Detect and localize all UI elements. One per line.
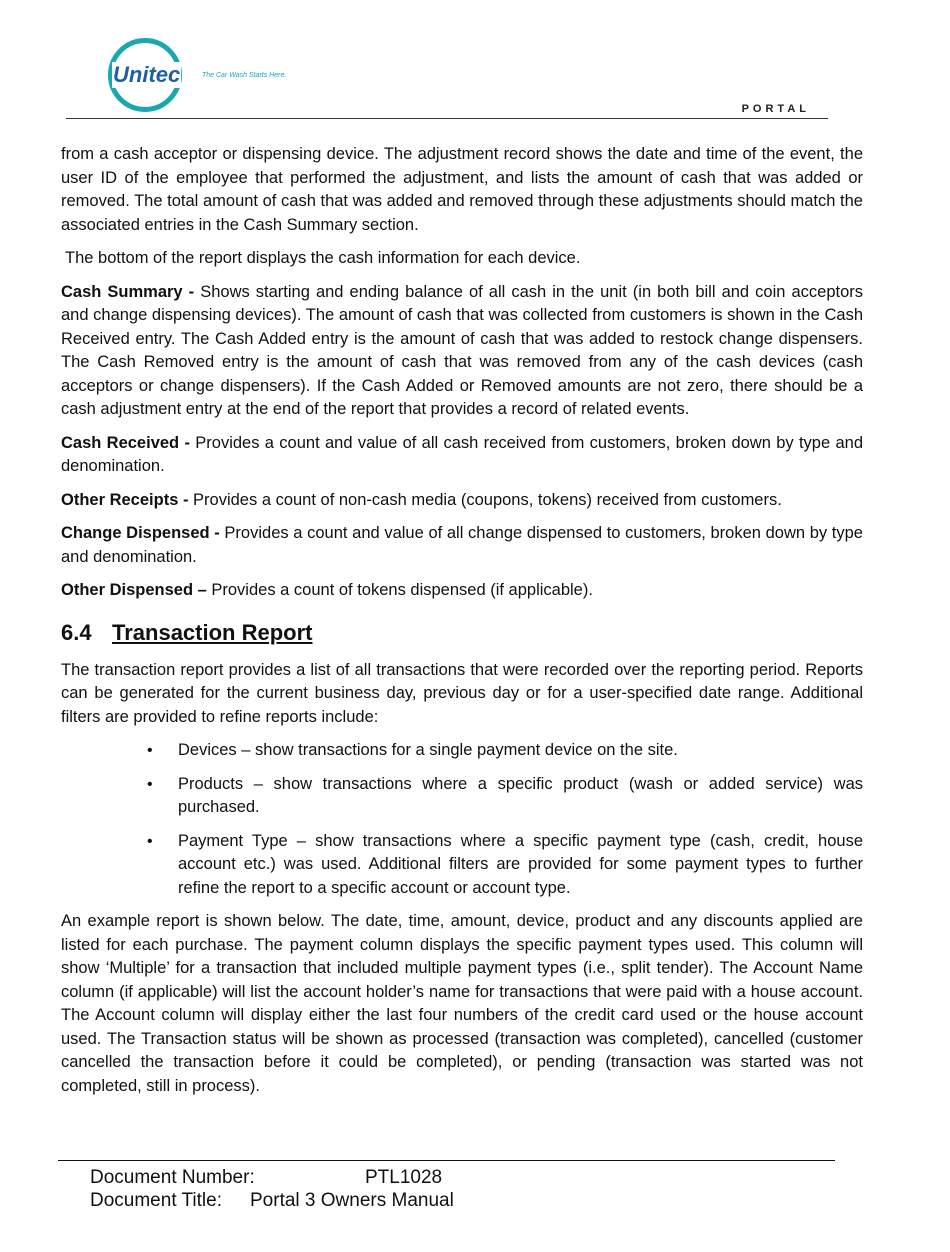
definition-text: Provides a count and value of all change dispensed to customers, broken down by type and denomination. [61, 524, 863, 566]
definition-text: Provides a count of non-cash media (coupons, tokens) received from customers. [188, 490, 782, 509]
list-item [61, 830, 863, 901]
term-cash-received: Cash Received - [61, 433, 190, 452]
footer-doc-title-row [90, 1189, 454, 1212]
page-header [0, 0, 950, 125]
footer-divider [58, 1160, 835, 1161]
filter-list [61, 739, 863, 900]
page-footer [90, 1166, 454, 1212]
list-item-text: Payment Type – show transactions where a specific payment type (cash, credit, house account etc.) was used. Additional filters are provided for some payment types to further refine the report to a specific account or account type. [178, 831, 863, 897]
bullet-icon: • [147, 742, 153, 759]
term-other-dispensed: Other Dispensed – [61, 581, 207, 599]
header-portal-label: PORTAL [741, 103, 810, 115]
bullet-icon: • [147, 832, 153, 850]
definition-text: Shows starting and ending balance of all cash in the unit (in both bill and coin acceptors and change dispensing devices). The amount of cash that was collected from customers is shown in the Cash Received entry. The Cash Added entry is the amount of cash that was added to restock change dispensers. The Cash Removed entry is the amount of cash that was removed from any of the cash devices (cash acceptors or change dispensers). If the Cash Added or Removed amounts are not zero, there should be a cash adjustment entry at the end of the report that provides a record of related events. [61, 282, 863, 418]
definition-change-dispensed [61, 522, 863, 569]
paragraph-adjustment-record: from a cash acceptor or dispensing device. The adjustment record shows the date and time of the event, the user ID of the employee that performed the adjustment, and lists the amount of cash that was added or removed. The total amount of cash that was added and removed through these adjustments should match the associated entries in the Cash Summary section. [61, 145, 863, 234]
definition-text: Provides a count of tokens dispensed (if applicable). [206, 581, 593, 599]
section-heading [61, 619, 863, 647]
paragraph-bottom-of-report: The bottom of the report displays the cash information for each device. [65, 249, 581, 267]
doc-number-label: Document Number: [90, 1167, 255, 1188]
list-item [61, 773, 863, 820]
doc-number-value: PTL1028 [365, 1167, 443, 1188]
bullet-icon: • [147, 775, 153, 793]
doc-title-label: Document Title: [90, 1190, 222, 1211]
term-cash-summary: Cash Summary - [61, 282, 195, 301]
logo-tagline: The Car Wash Starts Here. [202, 72, 287, 79]
logo-wordmark: Unitec [113, 62, 181, 87]
paragraph-transaction-report: The transaction report provides a list of all transactions that were recorded over the reporting period. Reports can be generated for the current business day, previous day or for a user-specified date range. Additional filters are provided to refine reports include: [61, 660, 863, 726]
list-item-text: Devices – show transactions for a single payment device on the site. [178, 741, 678, 759]
definition-cash-received [61, 432, 863, 479]
term-other-receipts: Other Receipts - [61, 490, 189, 509]
header-divider [66, 118, 828, 119]
definition-other-receipts [61, 489, 863, 513]
paragraph-example-report: An example report is shown below. The date, time, amount, device, product and any discounts applied are listed for each purchase. The payment column displays the specific payment types used. This column will show ‘Multiple’ for a transaction that included multiple payment types (i.e., split tender). The Account Name column (if applicable) will list the account holder’s name for transactions that were paid with a house account. The Account column will display either the last four numbers of the credit card used or the house account used. The Transaction status will be shown as processed (transaction was completed), cancelled (customer cancelled the transaction before it could be completed), or pending (transaction was started was not completed, still in process). [61, 912, 863, 1095]
definition-other-dispensed [61, 579, 863, 603]
definition-text: Provides a count and value of all cash received from customers, broken down by type and denomination. [61, 433, 863, 475]
unitec-logo [108, 38, 308, 118]
list-item-text: Products – show transactions where a specific product (wash or added service) was purchased. [178, 774, 863, 816]
footer-doc-number-row [90, 1166, 454, 1189]
term-change-dispensed: Change Dispensed - [61, 524, 220, 542]
document-body [61, 143, 863, 1108]
list-item [61, 739, 863, 763]
definition-cash-summary [61, 281, 863, 422]
doc-title-value: Portal 3 Owners Manual [250, 1190, 454, 1211]
section-number: 6.4 [61, 619, 92, 645]
section-title: Transaction Report [112, 619, 313, 645]
